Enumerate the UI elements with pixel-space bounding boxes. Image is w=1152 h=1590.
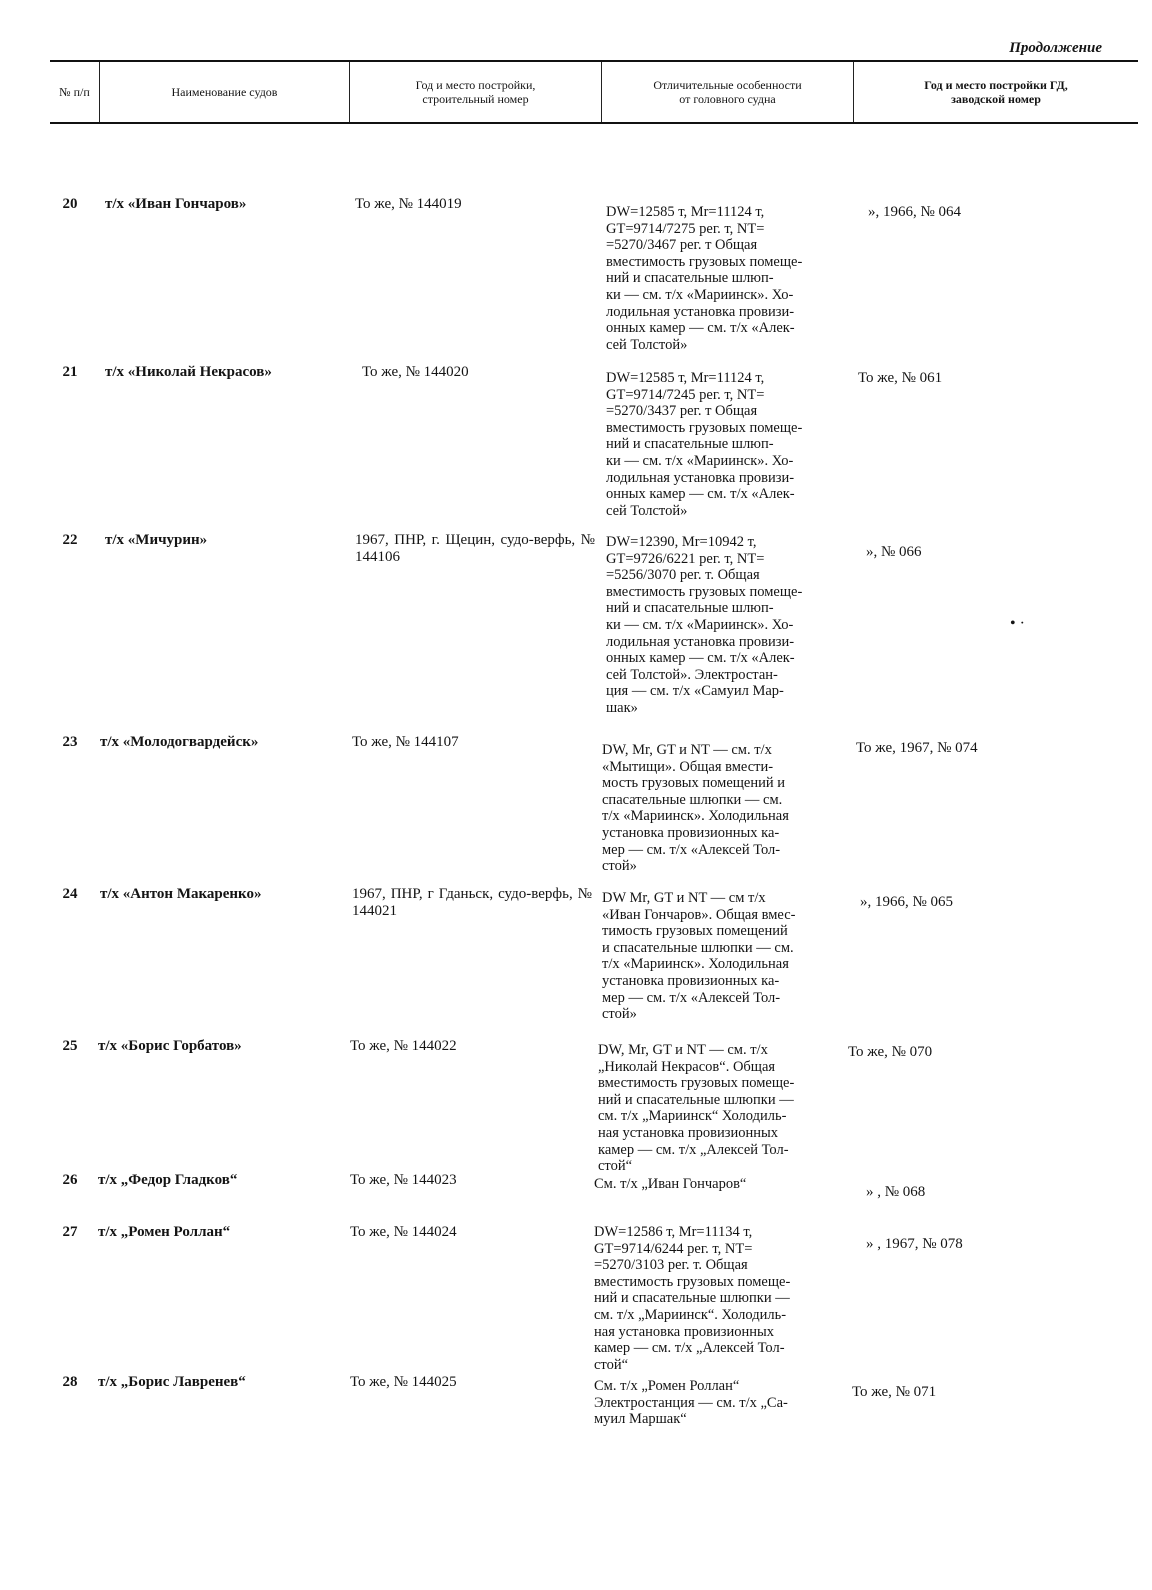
build-info: То же, № 144019 <box>355 196 462 212</box>
features: DW, Mr, GT и NT — см. т/х „Николай Некрасов“. Общая вместимость грузовых помеще- ний и спасательные шлюпки — см. т/х „Мариинск“ Холодиль- ная установка провизионных камер — см. т/х „Алексей Тол- стой“ <box>598 1042 795 1175</box>
table-header <box>50 60 1138 124</box>
engine-info: », № 066 <box>866 544 922 560</box>
build-info: То же, № 144024 <box>350 1224 457 1240</box>
ship-name: т/х «Антон Макаренко» <box>100 886 262 902</box>
build-info: 1967, ПНР, г Гданьск, судо-верфь, № 144021 <box>352 886 592 919</box>
row-number: 26 <box>62 1172 78 1188</box>
build-info: 1967, ПНР, г. Щецин, судо-верфь, № 144106 <box>355 532 595 565</box>
row-number: 23 <box>62 734 78 750</box>
ship-name: т/х «Мичурин» <box>105 532 208 548</box>
build-info: То же, № 144022 <box>350 1038 457 1054</box>
engine-info: » , 1967, № 078 <box>866 1236 963 1252</box>
features: DW Mr, GT и NT — см т/х «Иван Гончаров». Общая вмес- тимость грузовых помещений и спасательные шлюпки — см. т/х «Мариинск». Холодильная установка провизионных ка- мер — см. т/х «Алексей Тол- стой» <box>602 890 796 1023</box>
table-row <box>50 886 1138 1023</box>
ship-name: т/х «Борис Горбатов» <box>98 1038 242 1054</box>
engine-info: », 1966, № 064 <box>868 204 962 220</box>
features: DW=12390, Mr=10942 т, GT=9726/6221 рег. т, NT= =5256/3070 рег. т. Общая вместимость грузовых помеще- ний и спасательные шлюп- ки — см. т/х «Мариинск». Хо- лодильная установка провизи- онных камер — см. т/х «Алек- сей Толстой». Электростан- ция — см. т/х «Самуил Мар- шак» <box>606 534 803 716</box>
engine-info: То же, № 061 <box>858 370 943 386</box>
features: DW, Mr, GT и NT — см. т/х «Мытищи». Общая вмести- мость грузовых помещений и спасательные шлюпки — см. т/х «Мариинск». Холодильная установка провизионных ка- мер — см. т/х «Алексей Тол- стой» <box>602 742 789 875</box>
row-number: 24 <box>62 886 78 902</box>
header-gd: Год и место постройки ГД, заводской номер <box>924 78 1068 106</box>
row-number: 20 <box>62 196 78 212</box>
engine-info: То же, № 071 <box>852 1384 937 1400</box>
table-row <box>50 364 1138 519</box>
continued-label: Продолжение <box>1009 40 1102 56</box>
build-info: То же, № 144020 <box>362 364 469 380</box>
row-number: 28 <box>62 1374 78 1390</box>
build-info: То же, № 144025 <box>350 1374 457 1390</box>
features: См. т/х „Ромен Роллан“ Электростанция — см. т/х „Са- муил Маршак“ <box>594 1378 788 1428</box>
table-row <box>50 1224 1138 1373</box>
ship-name: т/х „Ромен Роллан“ <box>98 1224 231 1240</box>
engine-info: То же, 1967, № 074 <box>856 740 978 756</box>
row-number: 25 <box>62 1038 78 1054</box>
engine-info: » , № 068 <box>866 1184 926 1200</box>
build-info: То же, № 144107 <box>352 734 459 750</box>
table-row <box>50 1038 1138 1175</box>
features: DW=12586 т, Mr=11134 т, GT=9714/6244 рег. т, NT= =5270/3103 рег. т. Общая вместимость грузовых помеще- ний и спасательные шлюпки — см. т/х „Мариинск“. Холодиль- ная установка провизионных камер — см. т/х „Алексей Тол- стой“ <box>594 1224 791 1373</box>
scan-specks: • · <box>1010 615 1025 632</box>
table-row <box>50 196 1138 353</box>
table-row <box>50 734 1138 875</box>
header-name: Наименование судов <box>100 62 350 122</box>
header-features: Отличительные особенности от головного судна <box>602 62 854 122</box>
features: DW=12585 т, Mr=11124 т, GT=9714/7275 рег. т, NT= =5270/3467 рег. т Общая вместимость грузовых помеще- ний и спасательные шлюп- ки — см. т/х «Мариинск». Хо- лодильная установка провизи- онных камер — см. т/х «Алек- сей Толстой» <box>606 204 803 353</box>
ship-name: т/х „Федор Гладков“ <box>98 1172 238 1188</box>
table-row <box>50 1172 1138 1200</box>
row-number: 21 <box>62 364 78 380</box>
header-num: № п/п <box>50 62 100 122</box>
features: См. т/х „Иван Гончаров“ <box>594 1176 747 1192</box>
ship-name: т/х «Николай Некрасов» <box>105 364 272 380</box>
row-number: 22 <box>62 532 78 548</box>
ship-name: т/х «Молодогвардейск» <box>100 734 259 750</box>
ship-name: т/х «Иван Гончаров» <box>105 196 247 212</box>
table-row <box>50 532 1138 716</box>
header-built: Год и место постройки, строительный номер <box>350 62 602 122</box>
row-number: 27 <box>62 1224 78 1240</box>
features: DW=12585 т, Mr=11124 т, GT=9714/7245 рег. т, NT= =5270/3437 рег. т Общая вместимость грузовых помеще- ний и спасательные шлюп- ки — см. т/х «Мариинск». Хо- лодильная установка провизи- онных камер — см. т/х «Алек- сей Толстой» <box>606 370 803 519</box>
ship-name: т/х „Борис Лавренев“ <box>98 1374 246 1390</box>
table-row <box>50 1374 1138 1428</box>
engine-info: », 1966, № 065 <box>860 894 954 910</box>
engine-info: То же, № 070 <box>848 1044 933 1060</box>
ships-table <box>50 60 1138 1428</box>
build-info: То же, № 144023 <box>350 1172 457 1188</box>
